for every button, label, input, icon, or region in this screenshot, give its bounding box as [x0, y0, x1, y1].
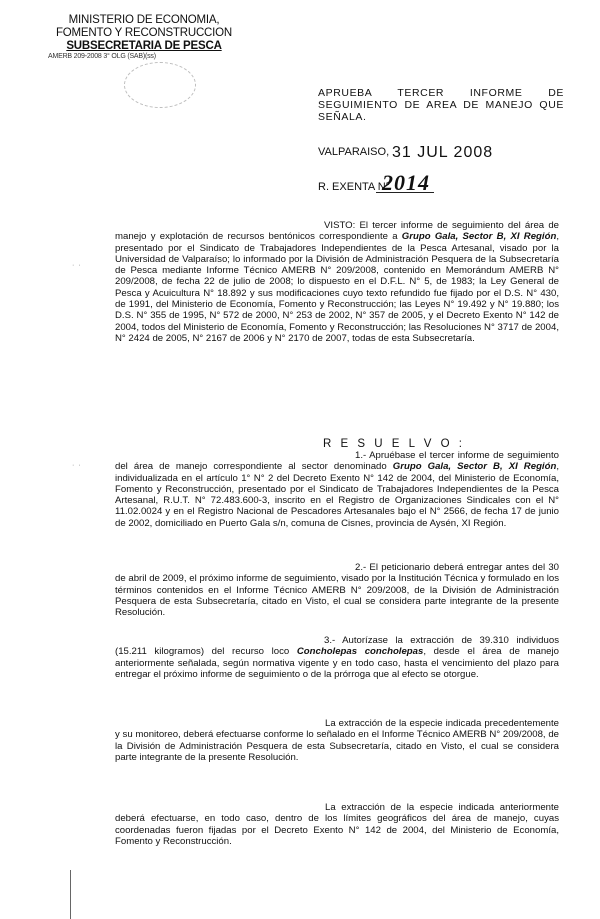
visto-rest: , presentado por el Sindicato de Trabajadores Independientes de la Pesca Artesanal, visado por la Universidad de Valparaíso; lo informado por la División de Administración Pesquera de la Subsecretaría de Pesca mediante Informe Técnico AMERB N° 209/2008, contenido en Memorándum AMERB N° 209/2008, de fecha 22 de julio de 2008; lo dispuesto en el D.F.L. N° 5, de 1983; la Ley General de Pesca y Acuicultura N° 18.892 y sus modificaciones cuyo texto refundido fue fijado por el D.S. N° 430, de 1991, del Ministerio de Economía, Fomento y Reconstrucción; las Leyes N° 19.492 y N° 19.880; los D.S. N° 355 de 1995, N° 572 de 2000, N° 253 de 2002, N° 357 de 2005, y el Decreto Exento N° 142 de 2004, todos del Ministerio de Economía, Fomento y Reconstrucción; las Resoluciones N° 3717 de 2004, N° 2424 de 2005, N° 2167 de 2006 y N° 2170 de 2007, todas de esta Subsecretaría. — [115, 231, 559, 344]
place-label: VALPARAISO, — [318, 146, 390, 158]
margin-mark: · · — [72, 462, 82, 469]
article-1 — [115, 450, 559, 529]
extraction-paragraph-1 — [115, 718, 559, 763]
ministry-line-2: FOMENTO Y RECONSTRUCCION — [55, 27, 233, 39]
article-3 — [115, 635, 559, 680]
visto-sector: Grupo Gala, Sector B, XI Región — [401, 231, 557, 243]
official-seal — [124, 62, 196, 108]
visto-lead: VISTO: El tercer informe de seguimiento del área de manejo y explotación de recursos bentónicos correspondiente a — [115, 220, 559, 243]
ministry-header — [44, 14, 244, 61]
article-1-lead: 1.- Apruébase el tercer informe de seguimiento del área de manejo correspondiente al sector denominado — [115, 450, 559, 473]
margin-line — [70, 870, 71, 919]
exenta-underline — [376, 192, 434, 193]
article-1-rest: , individualizada en el artículo 1° N° 2 del Decreto Exento N° 142 de 2004, del Ministerio de Economía, Fomento y Reconstrucción, presentado por el Sindicato de Trabajadores Independientes de la Pesca Artesanal, R.U.T. N° 72.483.600-3, inscrito en el Registro de Organizaciones Sindicales con el N° 11.02.0024 y en el Registro Nacional de Pescadores Artesanales bajo el N° 2566, de fecha 17 de junio de 2002, domiciliado en Puerto Gala s/n, comuna de Cisnes, provincia de Aysén, XI Región. — [115, 461, 559, 529]
visto-paragraph — [115, 220, 559, 344]
extraction-paragraph-2 — [115, 802, 559, 847]
exenta-number: 2014 — [382, 170, 430, 195]
article-3-rest: , desde el área de manejo anteriormente señalada, según normativa vigente y en todo caso, hasta el vencimiento del plazo para entregar el próximo informe de seguimiento o de la prórroga que al efecto se otorgue. — [115, 646, 559, 680]
margin-mark: · · — [72, 262, 82, 269]
article-3-species: Concholepas concholepas — [296, 646, 424, 658]
date-stamp: 31 JUL 2008 — [392, 144, 494, 161]
extraction-text-2: La extracción de la especie indicada anteriormente deberá efectuarse, en todo caso, dentro de los límites geográficos del área de manejo, cuyas coordenadas fueron fijadas por el Decreto Exento N° 142 de 2004, del Ministerio de Economía, Fomento y Reconstrucción. — [115, 802, 559, 847]
article-2 — [115, 562, 559, 618]
article-1-sector: Grupo Gala, Sector B, XI Región — [392, 461, 557, 473]
article-2-text: 2.- El peticionario deberá entregar antes del 30 de abril de 2009, el próximo informe de seguimiento, visado por la Institución Técnica y formulado en los términos contenidos en el Informe Técnico AMERB N° 209/2008, de la División de Administración Pesquera de esta Subsecretaría, citado en Visto, el cual se considera parte integrante de la presente Resolución. — [115, 562, 559, 619]
ministry-line-1: MINISTERIO DE ECONOMIA, — [68, 14, 220, 26]
reference-code: AMERB 209-2008 3° OLG (SAB)(ss) — [48, 53, 156, 60]
exenta-label: R. EXENTA N° — [318, 181, 391, 193]
approval-summary: APRUEBA TERCER INFORME DE SEGUIMIENTO DE AREA DE MANEJO QUE SEÑALA. — [318, 87, 564, 123]
article-3-lead: 3.- Autorízase la extracción de 39.310 individuos (15.211 kilogramos) del recurso loco — [115, 635, 559, 658]
extraction-text-1: La extracción de la especie indicada precedentemente y su monitoreo, deberá efectuarse conforme lo señalado en el Informe Técnico AMERB N° 209/2008, de la División de Administración Pesquera de esta Subsecretaría, citado en Visto, el cual se considera parte integrante de la presente Resolución. — [115, 718, 559, 763]
subsecretaria-line: SUBSECRETARIA DE PESCA — [66, 40, 222, 52]
resuelvo-heading: R E S U E L V O : — [323, 438, 465, 450]
